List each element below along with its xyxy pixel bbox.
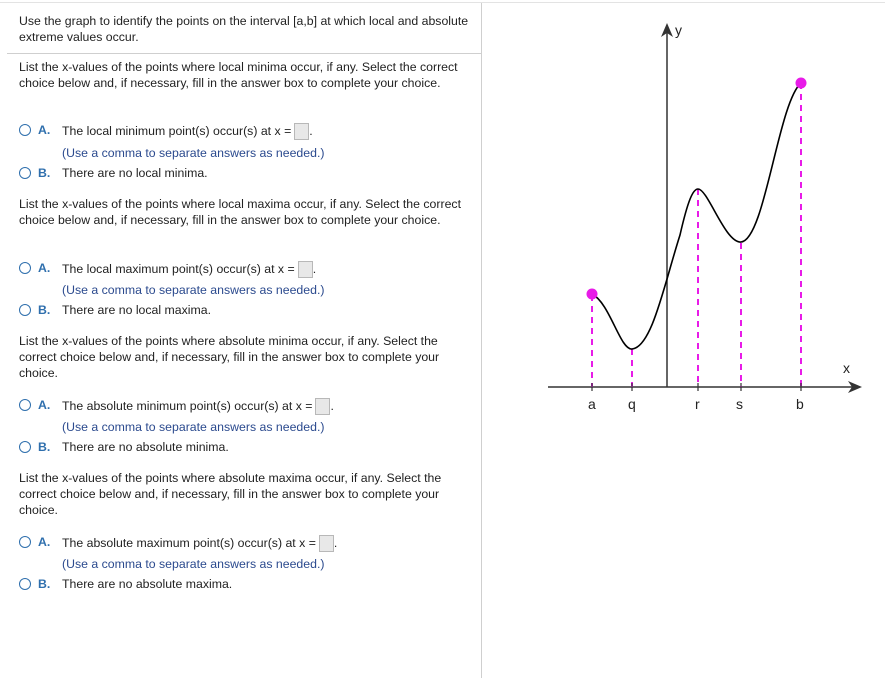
question-panel [7,3,482,678]
radio-button[interactable] [19,304,31,316]
question-absolute-maxima: List the x-values of the points where absolute maxima occur, if any. Select the correct choice below and, if necessary, fill in the answer box to complete your choice. [19,471,442,517]
choice-letter: B. [38,577,51,591]
radio-button[interactable] [19,124,31,136]
function-graph [540,15,870,415]
endpoint-a [587,289,598,300]
question-local-minima: List the x-values of the points where local minima occur, if any. Select the correct choice below and, if necessary, fill in the answer box to complete your choice. [19,60,458,90]
period: . [312,261,317,276]
intro-text: Use the graph to identify the points on the interval [a,b] at which local and absolute extreme values occur. [7,3,481,54]
tick-label-s: s [736,396,743,412]
tick-label-a: a [588,396,596,412]
tick-label-b: b [796,396,804,412]
choice-label: The local minimum point(s) occur(s) at x = [62,123,292,138]
radio-button[interactable] [19,167,31,179]
choice-letter: A. [38,261,51,275]
choice-text: There are no absolute maxima. [62,577,233,591]
choice-label: The absolute maximum point(s) occur(s) at x = [62,535,316,550]
answer-box-absolute-minima[interactable] [315,398,330,415]
choice-letter: B. [38,303,51,317]
question-absolute-minima: List the x-values of the points where absolute minima occur, if any. Select the correct choice below and, if necessary, fill in the answer box to complete your choice. [19,334,440,380]
x-axis-label: x [843,360,850,376]
choice-letter: A. [38,535,51,549]
radio-button[interactable] [19,262,31,274]
radio-button[interactable] [19,578,31,590]
radio-button[interactable] [19,441,31,453]
choice-letter: B. [38,166,51,180]
hint-local-minima: (Use a comma to separate answers as needed.) [62,146,325,160]
radio-button[interactable] [19,399,31,411]
radio-button[interactable] [19,536,31,548]
choice-label: The absolute minimum point(s) occur(s) at x = [62,398,313,413]
choice-text [62,535,337,552]
answer-box-absolute-maxima[interactable] [319,535,334,552]
period: . [330,398,334,413]
choice-letter: B. [38,440,51,454]
hint-absolute-maxima: (Use a comma to separate answers as needed.) [62,557,325,571]
y-axis-label: y [675,22,682,38]
tick-label-r: r [695,396,700,412]
question-local-maxima: List the x-values of the points where local maxima occur, if any. Select the correct choice below and, if necessary, fill in the answer box to complete your choice. [19,197,461,227]
period: . [333,535,338,550]
choice-text: There are no local minima. [62,166,208,180]
choice-text [62,123,313,140]
choice-label: The local maximum point(s) occur(s) at x = [62,261,295,276]
function-curve [592,83,801,349]
period: . [309,123,313,138]
choice-letter: A. [38,398,51,412]
choice-text: There are no local maxima. [62,303,211,317]
choice-text [62,261,316,278]
choice-text [62,398,334,415]
answer-box-local-minima[interactable] [294,123,309,140]
choice-text: There are no absolute minima. [62,440,229,454]
hint-absolute-minima: (Use a comma to separate answers as needed.) [62,420,325,434]
endpoint-b [796,78,807,89]
answer-box-local-maxima[interactable] [298,261,313,278]
hint-local-maxima: (Use a comma to separate answers as needed.) [62,283,325,297]
tick-label-q: q [628,396,636,412]
choice-letter: A. [38,123,51,137]
